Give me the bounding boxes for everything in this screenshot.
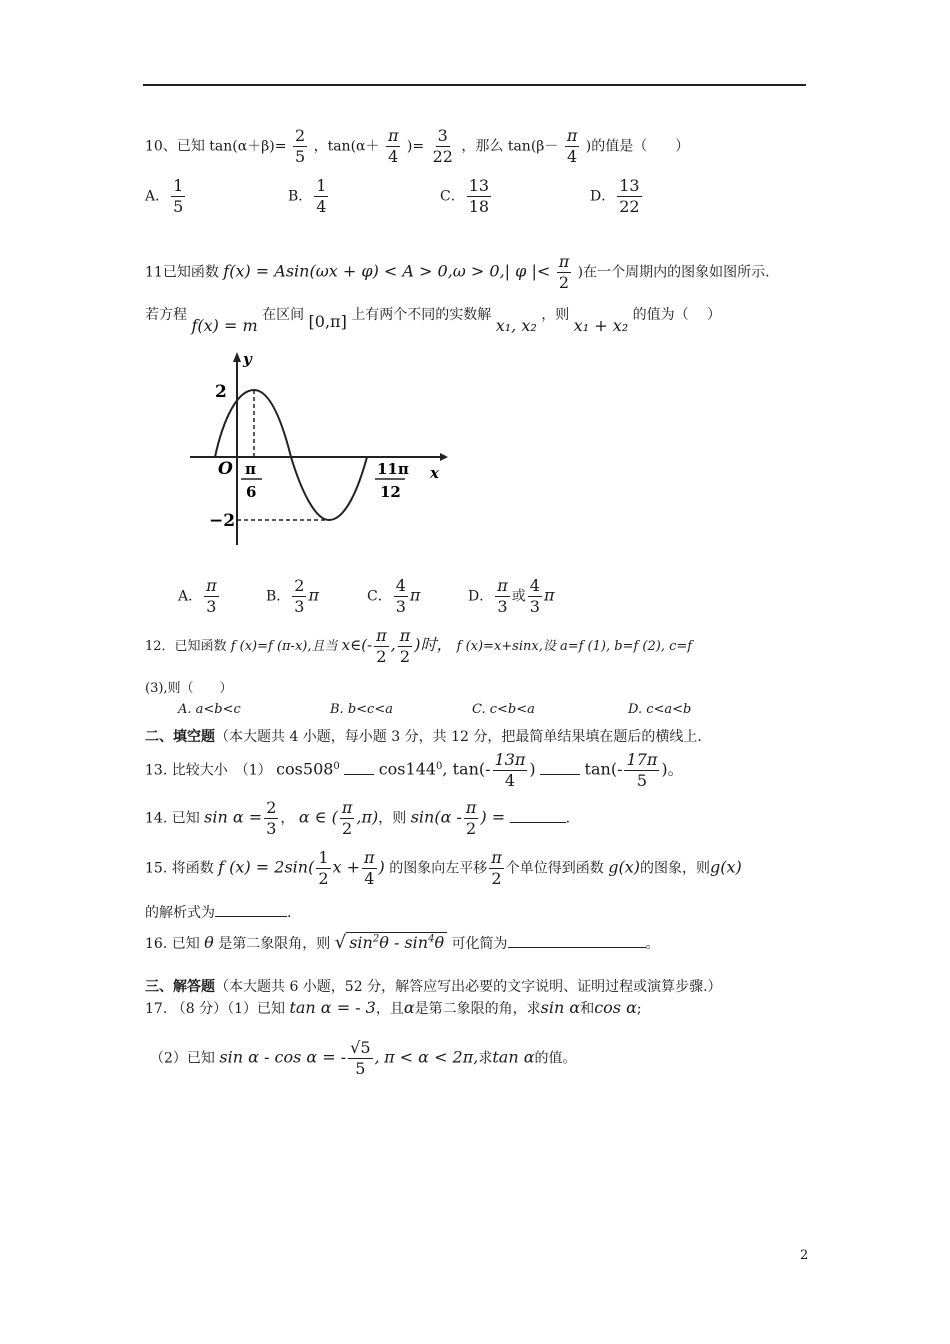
answer-blank[interactable] <box>540 774 580 775</box>
q12-option-d: D. c<a<b <box>628 702 692 717</box>
question-17-part2: （2）已知 sin α - cos α = - $\frac{√5}{5}$ , π < α < 2π,求tan α的值。 <box>150 1038 577 1078</box>
fraction: $\frac{\pi}{2}$ <box>558 252 570 292</box>
fraction: $\frac{3}{22}$ <box>432 126 453 166</box>
question-12: 12．已知函数 f (x)=f (π-x),且当 x∈(- $\frac{\pi}{2}$ , $\frac{\pi}{2}$ )时， f (x)=x+sinx,设 a=f (1), b=f (2), c=f <box>145 626 693 666</box>
y-label: y <box>243 350 252 368</box>
question-15-line2: 的解析式为 . <box>145 905 292 921</box>
question-16: 16. 已知 θ 是第二象限角，则 √ $\sin^2\theta - \sin^4\theta$ 可化简为 。 <box>145 932 660 953</box>
tick-pi6-num: π <box>245 460 256 478</box>
answer-blank[interactable] <box>344 774 374 775</box>
question-15: 15. 将函数 f (x) = 2sin( $\frac{1}{2}$ x + $\frac{\pi}{4}$ ) 的图象向左平移 $\frac{\pi}{2}$ 个单位得到函数 g(x)的图象，则g(x) <box>145 848 742 888</box>
q11-option-c: C． $\frac{4}{3}$ π <box>367 576 421 616</box>
y-axis-arrow <box>233 352 241 362</box>
q12-option-c: C. c<b<a <box>472 702 535 717</box>
q12-option-a: A. a<b<c <box>178 702 241 717</box>
tick-pi6-den: 6 <box>246 483 257 501</box>
y-min-label: −2 <box>209 511 236 531</box>
question-13: 13. 比较大小 （1） $\cos 508^0$ $\cos 144^0$, tan(- $\frac{13\pi}{4}$ ) tan(- $\frac{17\pi}{5}$ )。 <box>145 750 684 790</box>
tick-11pi12-den: 12 <box>380 483 401 501</box>
fraction: $\frac{\pi}{4}$ <box>566 126 578 166</box>
q10-option-c: C． $\frac{13}{18}$ <box>440 176 490 216</box>
q10-option-b: B． $\frac{1}{4}$ <box>288 176 327 216</box>
x-label: x <box>430 464 439 482</box>
origin-label: O <box>218 459 233 479</box>
question-10: 10、已知 tan(α＋β)= $\frac{2}{5}$ ，tan(α＋ $\frac{\pi}{4}$ )= $\frac{3}{22}$ ，那么 tan(β－ $\frac{\pi}{4}$ )的值是（ ） <box>145 126 690 166</box>
question-11: 11已知函数 f(x) = Asin(ωx + φ) < A > 0,ω > 0,| φ |< $\frac{\pi}{2}$ )在一个周期内的图象如图所示. <box>145 252 770 292</box>
answer-blank[interactable] <box>508 947 646 948</box>
section-3-heading: 三、解答题（本大题共 6 小题，52 分，解答应写出必要的文字说明、证明过程或演算步骤.） <box>145 979 722 995</box>
q11-option-d: D． $\frac{\pi}{3}$ 或 $\frac{4}{3}$ π <box>468 576 555 616</box>
sqrt-expression: $\sin^2\theta - \sin^4\theta$ <box>346 932 447 952</box>
sine-graph <box>185 350 450 550</box>
question-11-line2: 若方程 f(x) = m 在区间 [0,π] 上有两个不同的实数解 x₁, x₂ ，则 x₁ + x₂ 的值为（ ） <box>145 307 722 335</box>
fraction: $\frac{\pi}{4}$ <box>387 126 399 166</box>
tick-11pi12-num: 11π <box>377 460 409 478</box>
section-2-heading: 二、填空题（本大题共 4 小题，每小题 3 分，共 12 分，把最简单结果填在题后的横线上. <box>145 729 702 745</box>
answer-blank[interactable] <box>215 916 287 917</box>
x-axis-arrow <box>440 453 448 461</box>
q12-option-b: B. b<c<a <box>330 702 393 717</box>
q10-option-a: A． $\frac{1}{5}$ <box>145 176 184 216</box>
q11-option-a: A． $\frac{\pi}{3}$ <box>178 576 217 616</box>
question-14: 14. 已知 sin α = $\frac{2}{3}$ ， α ∈ ( $\frac{\pi}{2}$ ,π)，则 sin(α - $\frac{\pi}{2}$ ) = . <box>145 798 571 838</box>
page-number: 2 <box>800 1248 809 1263</box>
fraction: $\frac{2}{5}$ <box>294 126 306 166</box>
y-max-label: 2 <box>215 382 227 402</box>
header-rule <box>143 84 806 86</box>
q10-option-d: D． $\frac{13}{22}$ <box>590 176 640 216</box>
question-17: 17. （8 分）（1）已知 tan α = - 3，且α是第二象限的角，求sin α和cos α; <box>145 998 642 1017</box>
answer-blank[interactable] <box>510 822 566 823</box>
q11-option-b: B． $\frac{2}{3}$ π <box>266 576 319 616</box>
question-12-line2: (3),则（ ） <box>145 681 233 696</box>
